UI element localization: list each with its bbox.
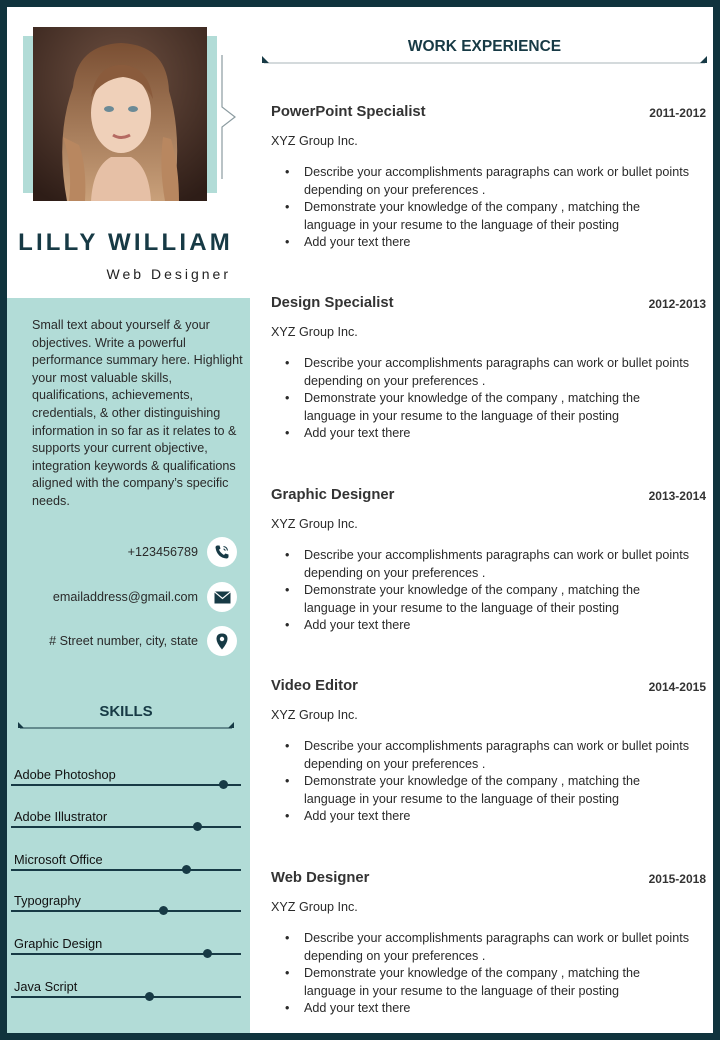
job-bullet: • Add your text there [271,234,691,252]
job-years: 2013-2014 [648,489,706,503]
job-years: 2015-2018 [648,872,706,886]
job-bullet: • Describe your accomplishments paragraphs can work or bullet points depending on your preferences . [271,547,691,582]
skill-level-dot [193,822,202,831]
contact-address [7,626,237,656]
job-company: XYZ Group Inc. [271,325,358,339]
job-bullet-list [271,547,691,635]
phone-text[interactable]: +123456789 [127,545,198,559]
phone-icon [207,537,237,567]
skill-row [11,809,241,833]
summary-text: Small text about yourself & your objectives. Write a powerful performance summary here. Highlight your most valuable skills, qualifications, achievements, credentials, & other distinguishing information in so far as it relates to & supports your current objective, integration keywords & qualifications aligned with the company’s specific needs. [32,318,243,508]
skill-level-dot [203,949,212,958]
job-title: Design Specialist [271,295,394,311]
contact-phone [7,537,237,567]
envelope-icon [207,582,237,612]
work-experience-rule [262,31,707,65]
job-company: XYZ Group Inc. [271,708,358,722]
skill-row [11,979,241,1003]
location-pin-icon [207,626,237,656]
job-company: XYZ Group Inc. [271,134,358,148]
address-text: # Street number, city, state [49,634,198,648]
skill-label: Java Script [14,979,78,994]
person-name: LILLY WILLIAM [18,229,233,256]
contact-email [7,582,237,612]
job-years: 2014-2015 [648,680,706,694]
skill-label: Adobe Photoshop [14,767,116,782]
skill-row [11,852,241,876]
skill-label: Typography [14,893,81,908]
skill-bar-track [11,996,241,998]
job-title: PowerPoint Specialist [271,104,426,120]
person-role: Web Designer [106,266,231,282]
job-bullet: • Add your text there [271,808,691,826]
skills-header [18,700,234,730]
skill-label: Graphic Design [14,936,103,951]
resume-page [7,7,713,1033]
skill-bar-track [11,826,241,828]
skill-level-dot [219,780,228,789]
profile-photo [33,27,207,201]
job-bullet: • Demonstrate your knowledge of the company , matching the language in your resume to the language of their posting [271,965,691,1000]
job-bullet: • Demonstrate your knowledge of the company , matching the language in your resume to the language of their posting [271,773,691,808]
skill-row [11,936,241,960]
job-bullet-list [271,930,691,1018]
job-years: 2012-2013 [648,297,706,311]
skill-row [11,767,241,791]
job-company: XYZ Group Inc. [271,900,358,914]
job-bullet: • Describe your accomplishments paragraphs can work or bullet points depending on your preferences . [271,164,691,199]
skills-title: SKILLS [99,703,153,720]
job-title: Graphic Designer [271,487,395,503]
left-column [7,7,250,1033]
skill-row [11,893,241,917]
job-bullet: • Add your text there [271,425,691,443]
job-bullet-list [271,738,691,826]
job-bullet-list [271,164,691,252]
job-bullet: • Describe your accomplishments paragraphs can work or bullet points depending on your preferences . [271,930,691,965]
skill-bar-track [11,910,241,912]
job-title: Web Designer [271,870,370,886]
job-bullet: • Demonstrate your knowledge of the company , matching the language in your resume to the language of their posting [271,199,691,234]
skill-level-dot [182,865,191,874]
skill-bar-track [11,869,241,871]
work-experience-title: WORK EXPERIENCE [407,38,562,55]
work-experience-header [262,31,707,65]
job-bullet: • Demonstrate your knowledge of the company , matching the language in your resume to the language of their posting [271,582,691,617]
email-text[interactable]: emailaddress@gmail.com [52,590,198,604]
skill-level-dot [145,992,154,1001]
skill-bar-track [11,784,241,786]
skill-label: Microsoft Office [14,852,103,867]
job-title: Video Editor [271,678,358,694]
job-bullet: • Add your text there [271,617,691,635]
photo-pointer-line [221,55,241,179]
job-years: 2011-2012 [649,106,706,120]
job-company: XYZ Group Inc. [271,517,358,531]
job-bullet: • Add your text there [271,1000,691,1018]
job-bullet: • Describe your accomplishments paragraphs can work or bullet points depending on your preferences . [271,738,691,773]
job-bullet: • Describe your accomplishments paragraphs can work or bullet points depending on your preferences . [271,355,691,390]
job-bullet: • Demonstrate your knowledge of the company , matching the language in your resume to the language of their posting [271,390,691,425]
job-bullet-list [271,355,691,443]
skill-label: Adobe Illustrator [14,809,108,824]
portrait-image [33,27,207,201]
skill-level-dot [159,906,168,915]
skills-header-rule [18,700,234,730]
